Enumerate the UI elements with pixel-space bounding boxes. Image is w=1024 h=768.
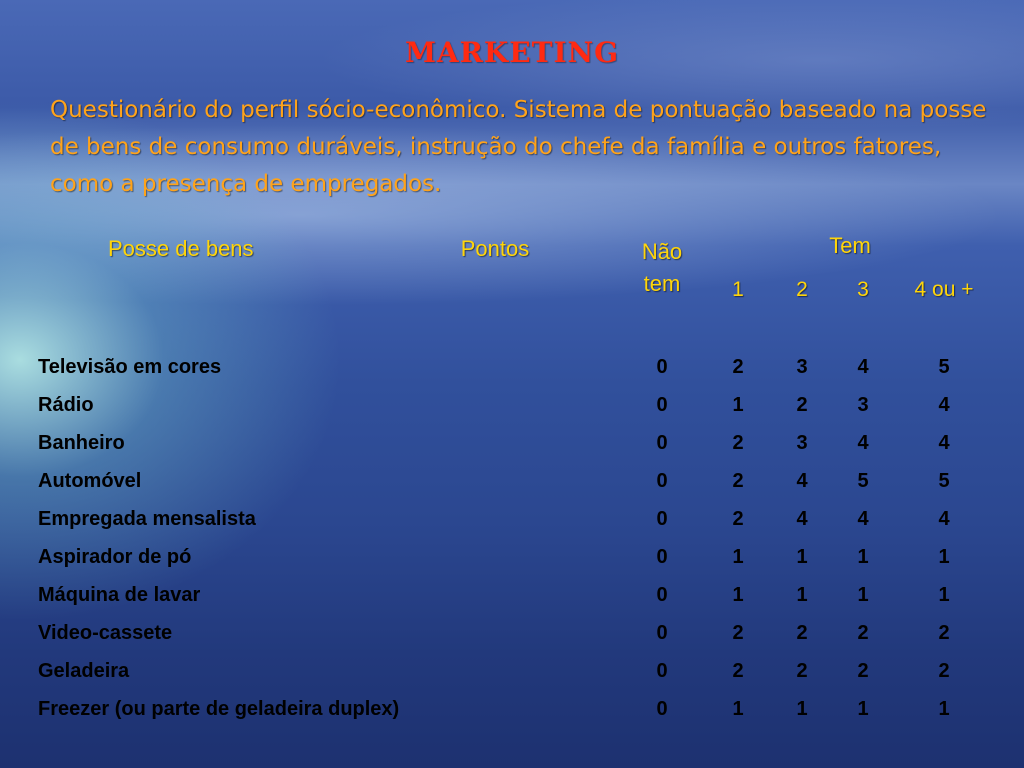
cell-tem-3: 3 bbox=[857, 394, 869, 416]
row-item-name: Freezer (ou parte de geladeira duplex) bbox=[38, 698, 400, 720]
row-item-name: Empregada mensalista bbox=[38, 508, 256, 530]
cell-nao-tem: 0 bbox=[656, 546, 668, 568]
row-item-name: Banheiro bbox=[38, 432, 125, 454]
cell-tem-1: 2 bbox=[732, 508, 744, 530]
cell-tem-4-ou-mais: 1 bbox=[938, 584, 950, 606]
cell-tem-2: 2 bbox=[796, 622, 808, 644]
table-row bbox=[0, 538, 1024, 576]
row-item-name: Rádio bbox=[38, 394, 94, 416]
cell-tem-1: 2 bbox=[732, 470, 744, 492]
cell-tem-3: 2 bbox=[857, 622, 869, 644]
cell-tem-1: 1 bbox=[732, 546, 744, 568]
cell-tem-2: 4 bbox=[796, 508, 808, 530]
cell-tem-2: 2 bbox=[796, 394, 808, 416]
table-row bbox=[0, 690, 1024, 728]
cell-tem-3: 4 bbox=[857, 432, 869, 454]
row-item-name: Automóvel bbox=[38, 470, 142, 492]
table-row bbox=[0, 386, 1024, 424]
cell-tem-1: 1 bbox=[732, 698, 744, 720]
cell-tem-2: 1 bbox=[796, 698, 808, 720]
header-tem-2: 2 bbox=[796, 278, 808, 301]
cell-tem-2: 2 bbox=[796, 660, 808, 682]
cell-tem-4-ou-mais: 2 bbox=[938, 622, 950, 644]
header-tem-3: 3 bbox=[857, 278, 869, 301]
cell-nao-tem: 0 bbox=[656, 622, 668, 644]
cell-tem-3: 1 bbox=[857, 698, 869, 720]
header-tem-1: 1 bbox=[732, 278, 744, 301]
header-nao-tem: Não tem bbox=[641, 239, 683, 296]
row-item-name: Video-cassete bbox=[38, 622, 173, 644]
row-item-name: Televisão em cores bbox=[38, 356, 222, 378]
row-item-name: Aspirador de pó bbox=[38, 546, 192, 568]
cell-tem-3: 4 bbox=[857, 356, 869, 378]
table-body bbox=[0, 348, 1024, 728]
cell-tem-4-ou-mais: 5 bbox=[938, 470, 950, 492]
slide-subtitle: Questionário do perfil sócio-econômico. Sistema de pontuação baseado na posse de bens de consumo duráveis, instrução do chefe da família e outros fatores, como a presença de empregados. bbox=[50, 97, 987, 197]
cell-tem-2: 1 bbox=[796, 584, 808, 606]
cell-nao-tem: 0 bbox=[656, 660, 668, 682]
table-row bbox=[0, 652, 1024, 690]
cell-tem-2: 3 bbox=[796, 356, 808, 378]
cell-nao-tem: 0 bbox=[656, 394, 668, 416]
cell-tem-4-ou-mais: 4 bbox=[938, 432, 950, 454]
cell-tem-4-ou-mais: 2 bbox=[938, 660, 950, 682]
header-tem-4-ou-mais: 4 ou + bbox=[914, 278, 974, 301]
table-row bbox=[0, 500, 1024, 538]
cell-tem-1: 2 bbox=[732, 432, 744, 454]
cell-nao-tem: 0 bbox=[656, 584, 668, 606]
cell-nao-tem: 0 bbox=[656, 698, 668, 720]
cell-tem-1: 1 bbox=[732, 394, 744, 416]
cell-tem-3: 1 bbox=[857, 546, 869, 568]
cell-tem-1: 2 bbox=[732, 356, 744, 378]
cell-tem-3: 4 bbox=[857, 508, 869, 530]
cell-tem-3: 2 bbox=[857, 660, 869, 682]
cell-tem-4-ou-mais: 4 bbox=[938, 394, 950, 416]
header-tem: Tem bbox=[829, 233, 871, 258]
table-row bbox=[0, 614, 1024, 652]
row-item-name: Geladeira bbox=[38, 660, 130, 682]
header-posse-de-bens: Posse de bens bbox=[108, 236, 254, 261]
header-pontos: Pontos bbox=[460, 236, 530, 261]
table-row bbox=[0, 462, 1024, 500]
cell-tem-2: 4 bbox=[796, 470, 808, 492]
cell-tem-1: 2 bbox=[732, 660, 744, 682]
cell-tem-4-ou-mais: 4 bbox=[938, 508, 950, 530]
cell-tem-1: 2 bbox=[732, 622, 744, 644]
cell-nao-tem: 0 bbox=[656, 508, 668, 530]
table-row bbox=[0, 348, 1024, 386]
cell-nao-tem: 0 bbox=[656, 432, 668, 454]
cell-tem-3: 1 bbox=[857, 584, 869, 606]
cell-nao-tem: 0 bbox=[656, 470, 668, 492]
table-row bbox=[0, 424, 1024, 462]
cell-tem-2: 3 bbox=[796, 432, 808, 454]
cell-tem-1: 1 bbox=[732, 584, 744, 606]
cell-tem-4-ou-mais: 1 bbox=[938, 698, 950, 720]
cell-tem-4-ou-mais: 1 bbox=[938, 546, 950, 568]
cell-nao-tem: 0 bbox=[656, 356, 668, 378]
slide-title: MARKETING bbox=[404, 36, 620, 69]
cell-tem-2: 1 bbox=[796, 546, 808, 568]
table-row bbox=[0, 576, 1024, 614]
row-item-name: Máquina de lavar bbox=[38, 584, 201, 606]
cell-tem-3: 5 bbox=[857, 470, 869, 492]
cell-tem-4-ou-mais: 5 bbox=[938, 356, 950, 378]
